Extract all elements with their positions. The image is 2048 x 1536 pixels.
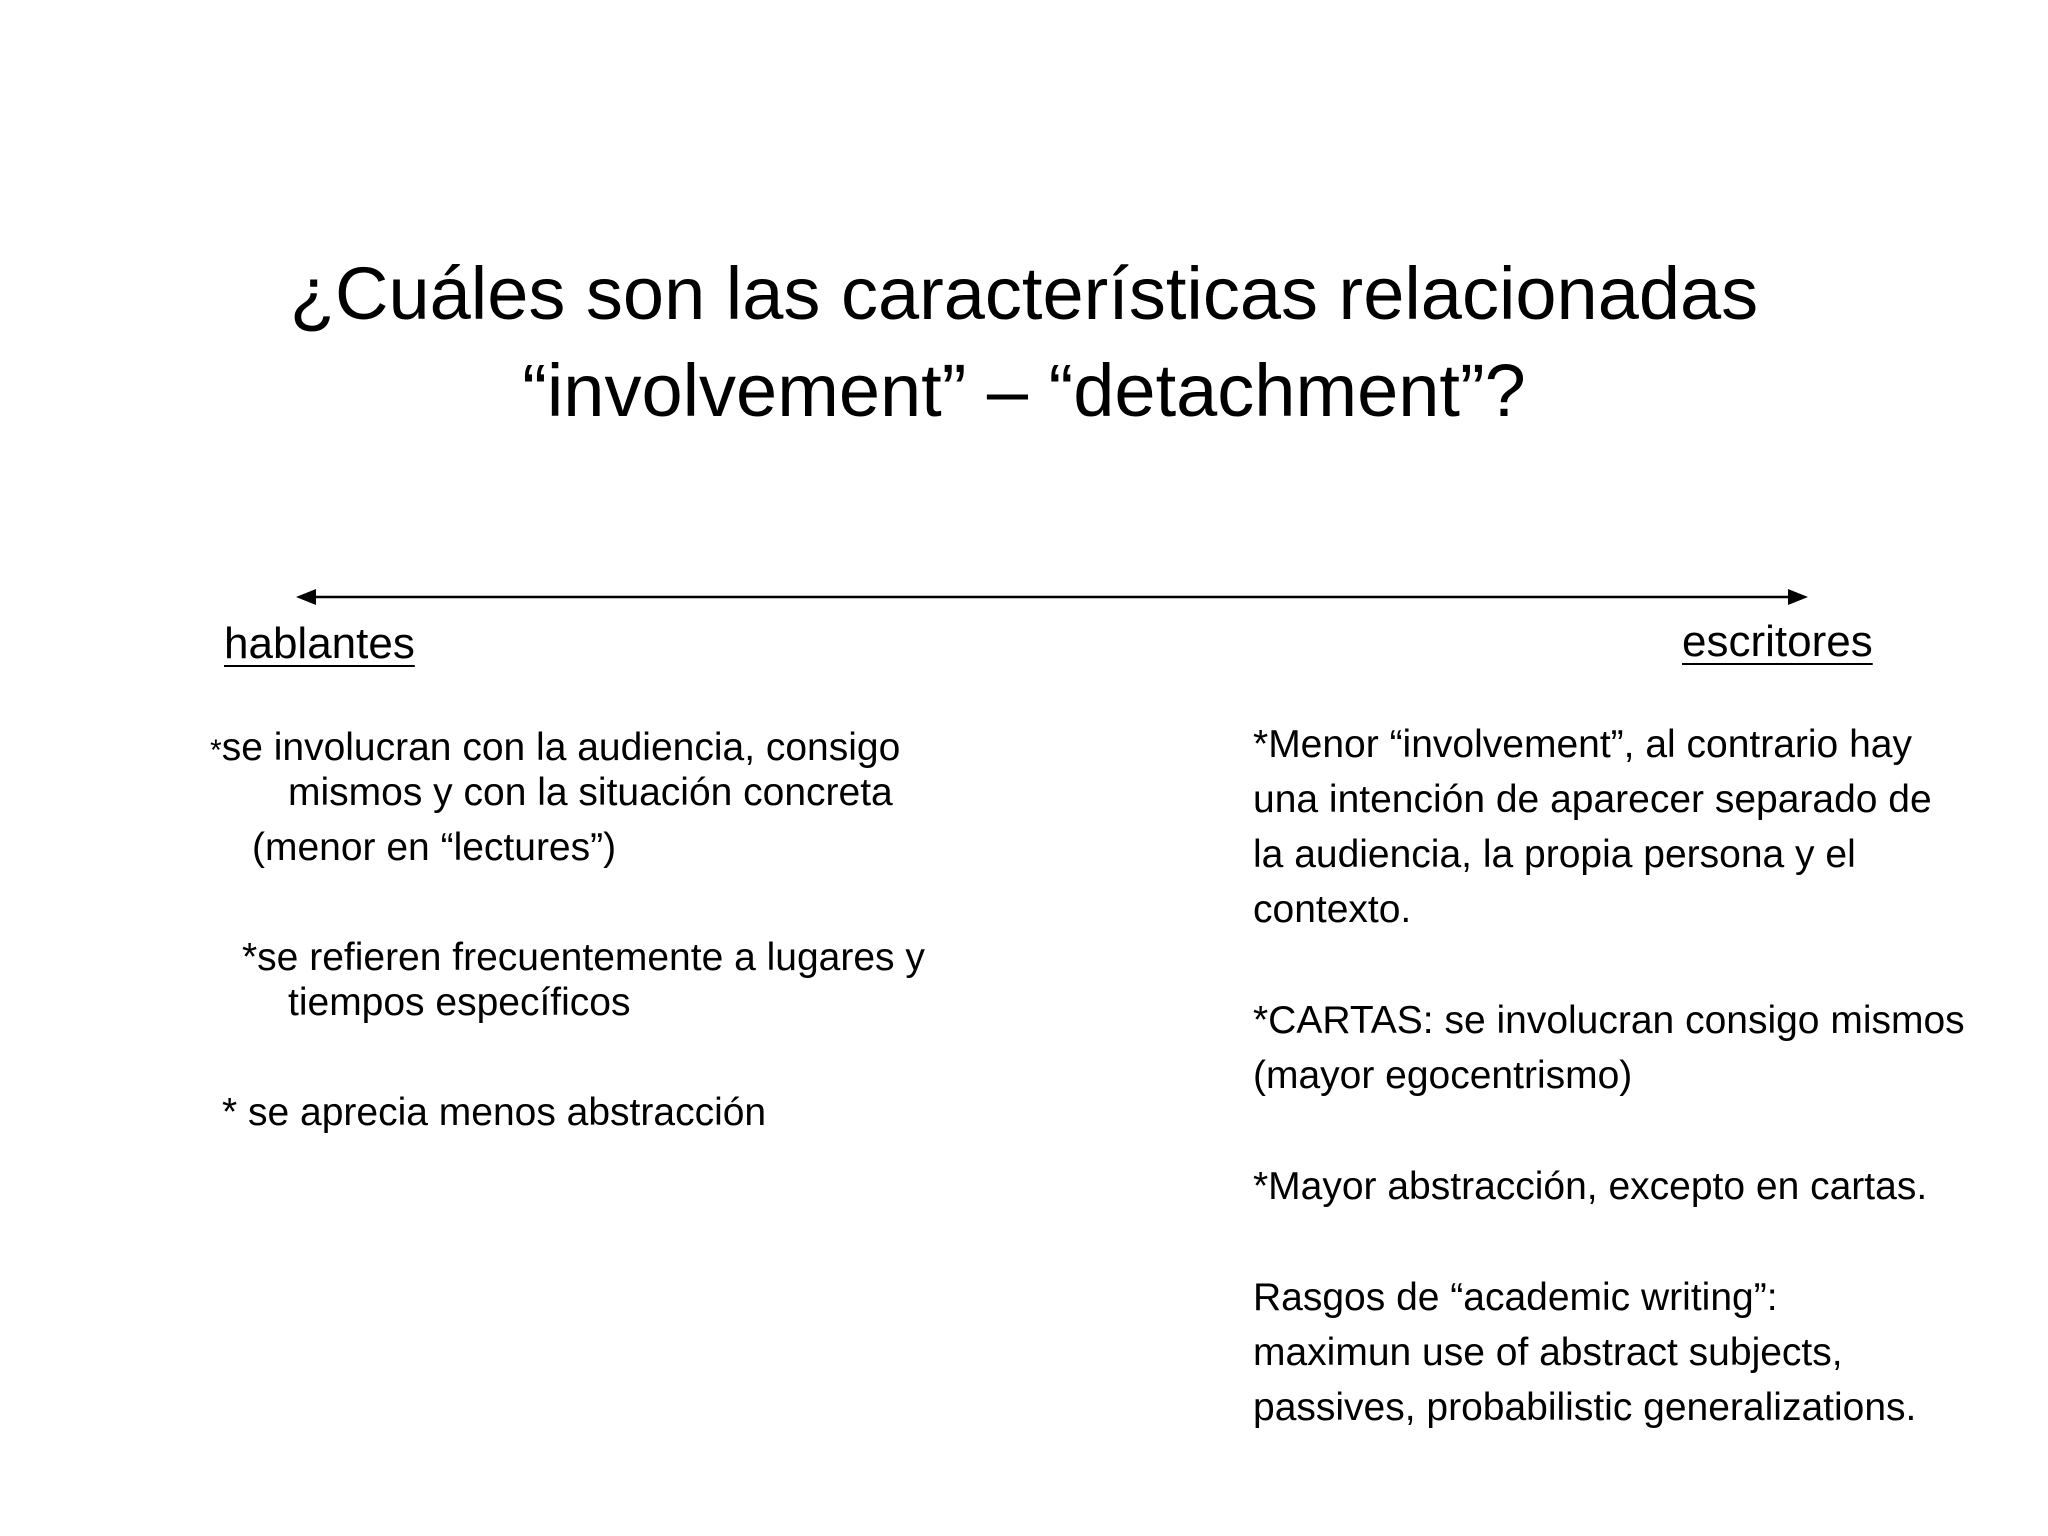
right-item-1-line-2: una intención de aparecer separado de [1253,778,1932,821]
right-item-4-line-2: maximun use of abstract subjects, [1253,1331,1843,1374]
left-item-1-line-1 [210,725,900,773]
right-item-4-line-1: Rasgos de “academic writing”: [1253,1276,1778,1319]
left-item-3-line-1: * se aprecia menos abstracción [222,1091,767,1134]
arrow-head-left [296,589,316,605]
left-item-2-line-2: tiempos específicos [288,981,631,1024]
right-item-1-line-3: la audiencia, la propia persona y el [1253,833,1856,876]
left-item-1-text: se involucran con la audiencia, consigo [221,726,901,769]
right-item-1-text: Menor “involvement”, al contrario hay [1268,723,1912,766]
right-item-3-line-1: *Mayor abstracción, excepto en cartas. [1253,1165,1928,1208]
left-item-1-bullet: * [210,734,222,767]
slide-title-line-1: ¿Cuáles son las características relacionadas [289,252,1759,335]
arrow-head-right [1788,589,1808,605]
slide-title-line-2: “involvement” – “detachment”? [522,349,1526,432]
double-headed-arrow [296,585,1808,609]
right-item-1-bullet: * [1253,723,1269,766]
left-item-1-line-3: (menor en “lectures”) [252,826,617,869]
right-item-2-line-2: (mayor egocentrismo) [1253,1054,1633,1097]
right-item-2-line-1: *CARTAS: se involucran consigo mismos [1253,999,1965,1042]
right-item-1-line-4: contexto. [1253,888,1412,931]
label-escritores: escritores [1682,617,1873,666]
label-hablantes: hablantes [224,619,415,668]
left-item-1-line-2: mismos y con la situación concreta [288,771,893,814]
right-item-1-line-1 [1253,717,1912,772]
right-item-4-line-3: passives, probabilistic generalizations. [1253,1386,1917,1429]
left-item-2-line-1: *se refieren frecuentemente a lugares y [242,936,925,979]
